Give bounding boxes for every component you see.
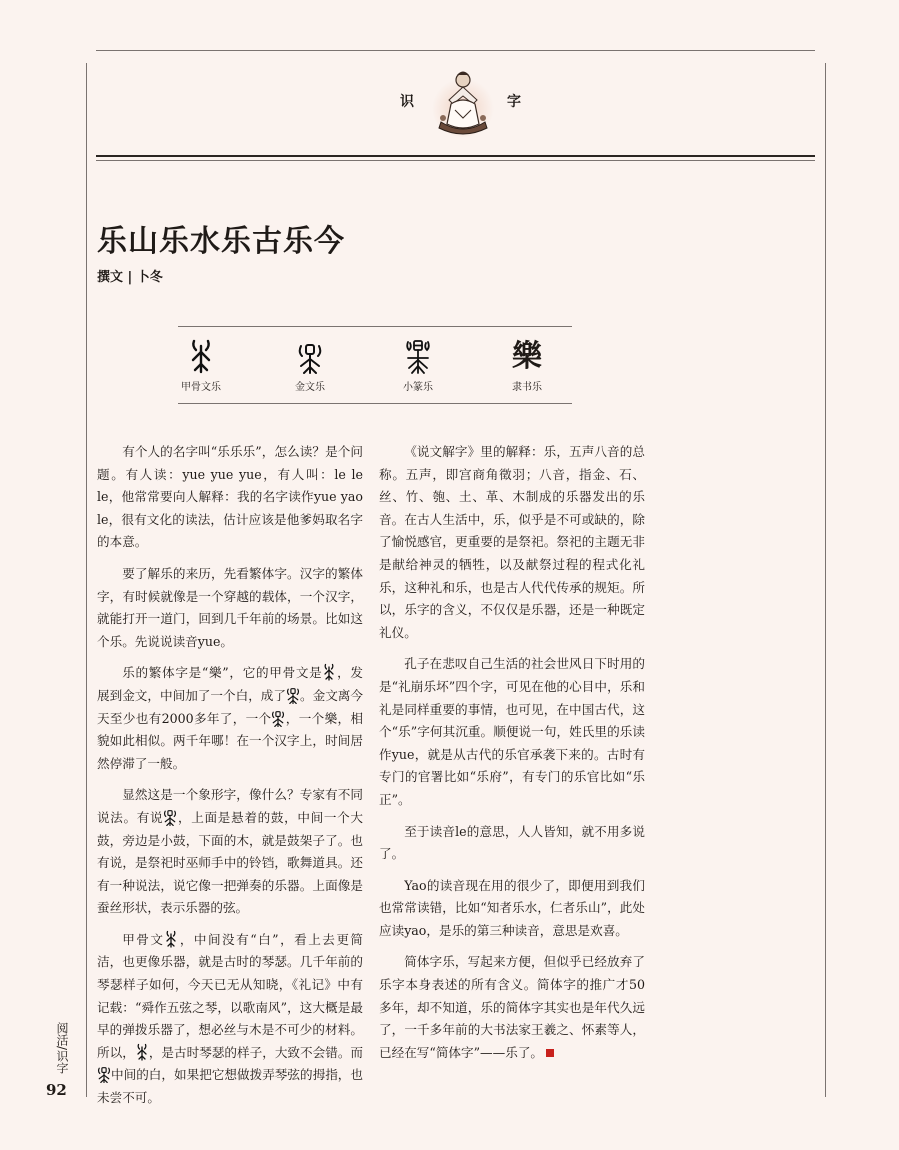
bronze-le-icon [271, 709, 285, 727]
end-mark-icon [546, 1049, 554, 1057]
article-title: 乐山乐水乐古乐今 [97, 224, 345, 259]
paragraph [97, 662, 363, 775]
paragraph: 至于读音le的意思，人人皆知，就不用多说了。 [379, 823, 645, 862]
paragraph [379, 951, 645, 1064]
oracle-bone-le-icon [164, 930, 178, 948]
paragraph: 孔子在悲叹自己生活的社会世风日下时用的是“礼崩乐坏”四个字，可见在他的心目中，乐和礼是同样重要的事情，也可见，在中国古代，这个“乐”字何其沉重。顺便说一句，姓氏里的乐读作yue，就是从古代的乐官承袭下来的。古时有专门的官署比如“乐府”，有专门的乐官比如“乐正”。 [379, 656, 645, 807]
text-run: ，中间没有“白”，看上去更简洁，也更像乐器，就是古时的琴瑟。几千年前的琴瑟样子如何，今天已无从知晓，《礼记》中有记载：“舜作五弦之琴，以歌南风”，这大概是最早的弹拨乐器了，想必丝与木是不可少的材料。所以， [97, 931, 363, 1060]
paragraph: 有个人的名字叫“乐乐乐”，怎么读？是个问题。有人读：yue yue yue，有人叫：le le le，他常常要向人解释：我的名字读作yue yao le，很有文化的读法，估计应该是他爹妈取名字的本意。 [97, 444, 363, 550]
glyph-caption: 金文乐 [295, 382, 325, 393]
folio-section: 阅活/识字 [55, 1022, 69, 1075]
article-byline: 撰文 | 卜冬 [97, 270, 163, 285]
glyph-clerical [492, 334, 562, 393]
paragraph: 要了解乐的来历，先看繁体字。汉字的繁体字，有时候就像是一个穿越的载体，一个汉字，就能打开一道门，回到几千年前的场景。比如这个乐。先说说读音yue。 [97, 565, 363, 649]
oracle-bone-le-icon [322, 663, 336, 681]
glyph-oracle-bone [166, 334, 236, 393]
glyph-panel-top-rule [178, 326, 572, 327]
text-run: ，上面是悬着的鼓，中间一个大鼓，旁边是小鼓，下面的木，就是鼓架子了。也有说，是祭祀时巫师手中的铃铛，歌舞道具。还有一种说法，说它像一把弹奏的乐器。上面像是蚕丝形状，表示乐器的弦。 [97, 809, 364, 916]
oracle-bone-le-icon [135, 1043, 149, 1061]
bronze-le-icon [286, 686, 300, 704]
top-rule [96, 50, 815, 51]
page-number: 92 [46, 1081, 67, 1099]
text-run: ，一个樂，相貌如此相似。两千年哪！在一个汉字上，时间居然停滞了一般。 [97, 710, 363, 771]
paragraph: Yao的读音现在用的很少了，即便用到我们也常常读错，比如“知者乐水，仁者乐山”，此处应读yao，是乐的第三种读音，意思是欢喜。 [379, 877, 645, 938]
text-run: ，发展到金文，中间加了一个白，成了 [97, 665, 363, 703]
header-double-rule-bottom [96, 160, 815, 161]
text-run: 甲骨文 [122, 931, 165, 947]
text-run: 乐的繁体字是“樂”，它的甲骨文是 [122, 665, 323, 681]
paragraph [97, 929, 363, 1110]
text-run: 显然这是一个象形字，像什么？专家有不同说法。有说 [97, 787, 363, 825]
bronze-le-icon [97, 1065, 111, 1083]
glyph-bronze [275, 334, 345, 393]
small-seal-le-icon [405, 338, 431, 374]
glyph-caption: 隶书乐 [512, 382, 542, 393]
seated-figure-emblem-icon [431, 66, 495, 138]
glyph-caption: 甲骨文乐 [181, 382, 221, 393]
paragraph [97, 784, 363, 920]
left-frame-rule [86, 63, 87, 1097]
glyph-panel-bottom-rule [178, 403, 572, 404]
bronze-le-icon [163, 808, 177, 826]
right-frame-rule [825, 63, 826, 1097]
clerical-le-icon: 樂 [512, 339, 542, 374]
bronze-le-icon [297, 340, 323, 374]
section-label-left: 识 [400, 94, 415, 110]
text-run: ，是古时琴瑟的样子，大致不会错。而 [148, 1044, 364, 1060]
glyph-small-seal [383, 334, 453, 393]
glyph-caption: 小篆乐 [403, 382, 433, 393]
text-run: 。金文离今天至少也有2000多年了，一个 [97, 687, 364, 726]
body-column-right [379, 441, 645, 1073]
text-run: 中间的白，如果把它想做拨弄琴弦的拇指，也未尝不可。 [97, 1067, 363, 1106]
section-label-right: 字 [507, 94, 522, 110]
oracle-bone-le-icon [190, 338, 212, 374]
header-double-rule-top [96, 155, 815, 157]
body-column-left [97, 441, 363, 1119]
text-run: 简体字乐，写起来方便，但似乎已经放弃了乐字本身表述的所有含义。简体字的推广才50多年，却不知道，乐的简体字其实也是年代久远了，一千多年前的大书法家王羲之、怀素等人，已经在写“简体字”——乐了。 [379, 954, 645, 1060]
paragraph: 《说文解字》里的解释：乐，五声八音的总称。五声，即宫商角徵羽；八音，指金、石、丝、竹、匏、土、革、木制成的乐器发出的乐音。在古人生活中，乐，似乎是不可或缺的，除了愉悦感官，更重要的是祭祀。祭祀的主题无非是献给神灵的牺牲，以及献祭过程的程式化礼乐，这种礼和乐，也是古人代代传承的规矩。所以，乐字的含义，不仅仅是乐器，还是一种既定礼仪。 [379, 444, 645, 640]
